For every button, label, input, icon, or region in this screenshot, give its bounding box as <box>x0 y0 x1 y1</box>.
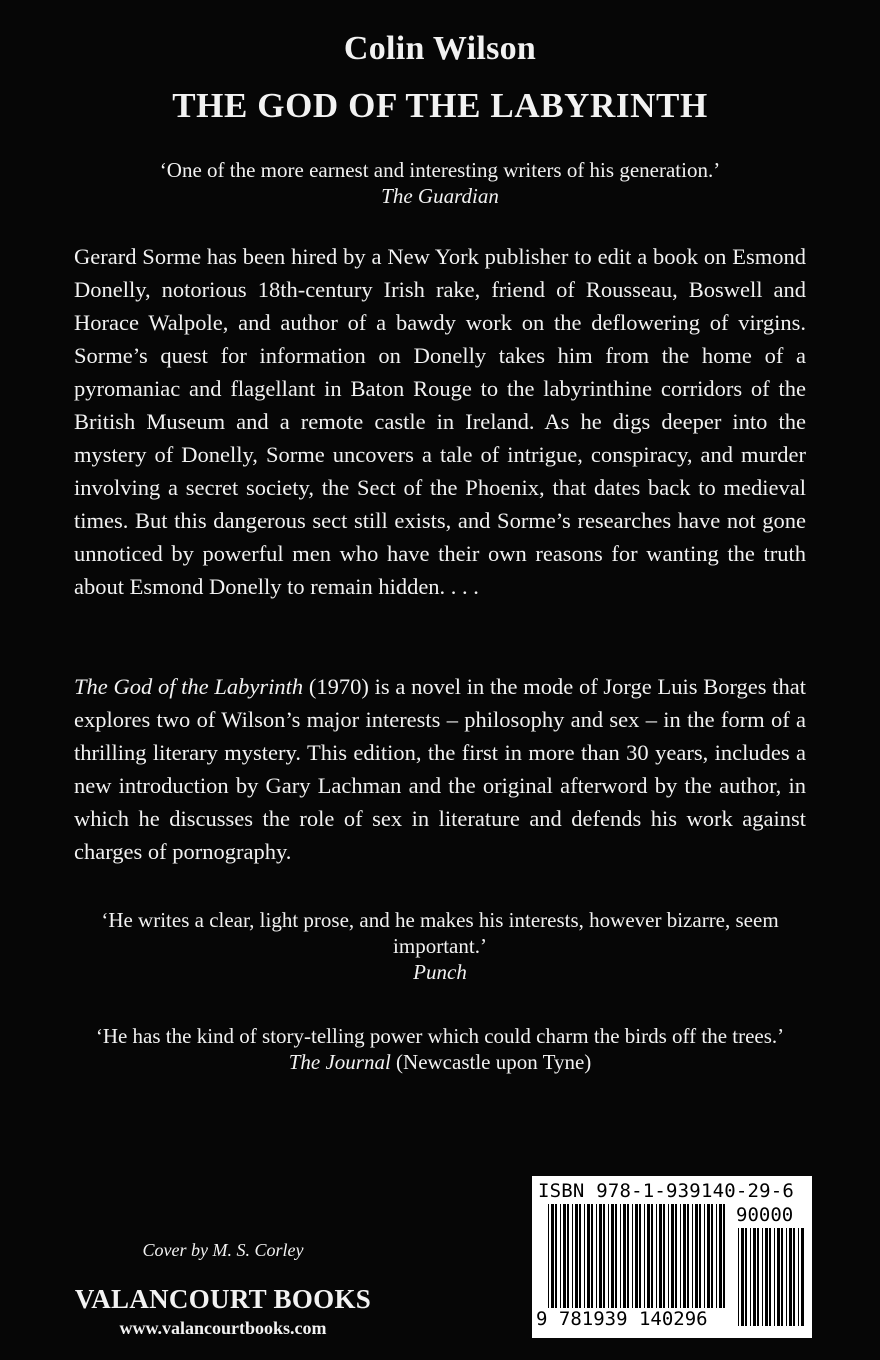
author-name: Colin Wilson <box>343 30 537 67</box>
barcode-bar <box>567 1204 569 1308</box>
barcode-bar <box>765 1228 768 1326</box>
barcode-bar <box>659 1204 662 1308</box>
barcode-bar <box>620 1204 621 1308</box>
quote-source-line <box>60 183 820 209</box>
blurb-book-title: The God of the Labyrinth <box>74 674 304 699</box>
review-quote <box>60 1023 820 1075</box>
barcode-bar <box>793 1228 795 1326</box>
barcode-bar <box>656 1204 657 1308</box>
barcode-bar <box>745 1228 747 1326</box>
quote-text: ‘One of the more earnest and interesting writers of his generation.’ <box>159 158 721 182</box>
book-title: THE GOD OF THE LABYRINTH <box>172 86 708 125</box>
barcode-bar <box>711 1204 713 1308</box>
barcode-bar <box>687 1204 689 1308</box>
barcode-bar <box>615 1204 617 1308</box>
barcode-bar <box>716 1204 717 1308</box>
barcode-bar <box>789 1228 792 1326</box>
barcode-bar <box>560 1204 561 1308</box>
barcode-bar <box>750 1228 751 1326</box>
quote-source-note: (Newcastle upon Tyne) <box>390 1050 592 1074</box>
quote-text: ‘He has the kind of story-telling power which could charm the birds off the trees.’ <box>95 1024 785 1048</box>
barcode-bar <box>774 1228 775 1326</box>
isbn-barcode <box>532 1176 812 1338</box>
barcode-bar <box>603 1204 605 1308</box>
barcode-bar <box>683 1204 686 1308</box>
barcode-bar <box>596 1204 597 1308</box>
publisher-name: VALANCOURT BOOKS <box>74 1284 372 1314</box>
barcode-addon-bars <box>738 1228 804 1326</box>
barcode-bar <box>695 1204 698 1308</box>
quote-source: Punch <box>413 960 467 984</box>
publisher-website: www.valancourtbooks.com <box>119 1318 327 1338</box>
barcode-bar <box>647 1204 650 1308</box>
isbn-label: ISBN 978-1-939140-29-6 <box>538 1180 795 1202</box>
barcode-bar <box>584 1204 585 1308</box>
barcode-bar <box>719 1204 722 1308</box>
barcode-bars <box>548 1204 728 1308</box>
barcode-bar <box>611 1204 614 1308</box>
barcode-bar <box>555 1204 557 1308</box>
barcode-bar <box>692 1204 693 1308</box>
barcode-bar <box>599 1204 602 1308</box>
barcode-bar <box>769 1228 771 1326</box>
barcode-bar <box>671 1204 674 1308</box>
barcode-bar <box>707 1204 710 1308</box>
barcode-bar <box>675 1204 677 1308</box>
quote-source: The Journal <box>288 1050 391 1074</box>
barcode-bar <box>762 1228 763 1326</box>
blurb-paragraph-2 <box>74 670 806 868</box>
barcode-bar <box>757 1228 759 1326</box>
barcode-bar <box>587 1204 590 1308</box>
barcode-bar <box>608 1204 609 1308</box>
barcode-bar <box>723 1204 725 1308</box>
barcode-bar <box>738 1228 739 1326</box>
barcode-bar <box>644 1204 645 1308</box>
barcode-bar <box>798 1228 799 1326</box>
review-quote <box>60 907 820 985</box>
barcode-bar <box>668 1204 669 1308</box>
barcode-bar <box>741 1228 744 1326</box>
quote-source-line <box>60 1049 820 1075</box>
barcode-bar <box>663 1204 665 1308</box>
barcode-bar <box>623 1204 626 1308</box>
barcode-bar <box>699 1204 701 1308</box>
price-code: 90000 <box>736 1204 794 1226</box>
barcode-bar <box>786 1228 787 1326</box>
cover-credit: Cover by M. S. Corley <box>142 1240 304 1260</box>
barcode-bar <box>632 1204 633 1308</box>
barcode-bar <box>635 1204 638 1308</box>
barcode-bar <box>801 1228 804 1326</box>
blurb-paragraph-2-text: (1970) is a novel in the mode of Jorge Luis Borges that explores two of Wilson’s major interests – philosophy and sex – in the form of a thrilling literary mystery. This edition, the first in more than 30 years, includes a new introduction by Gary Lachman and the original afterword by the author, in which he discusses the role of sex in literature and defends his work against charges of pornography. <box>74 674 807 864</box>
barcode-bar <box>627 1204 629 1308</box>
review-quote <box>60 157 820 209</box>
barcode-bar <box>548 1204 549 1308</box>
barcode-bar <box>591 1204 593 1308</box>
quote-source-line <box>60 959 820 985</box>
barcode-bar <box>704 1204 705 1308</box>
barcode-bar <box>753 1228 756 1326</box>
barcode-bar <box>579 1204 581 1308</box>
barcode-bar <box>777 1228 780 1326</box>
barcode-bar <box>572 1204 573 1308</box>
quote-text: ‘He writes a clear, light prose, and he makes his interests, however bizarre, seem important.’ <box>101 908 779 958</box>
barcode-bar <box>651 1204 653 1308</box>
barcode-bar <box>551 1204 554 1308</box>
quote-source: The Guardian <box>381 184 499 208</box>
barcode-bar <box>575 1204 578 1308</box>
barcode-bar <box>563 1204 566 1308</box>
ean-digits: 9 781939 140296 <box>536 1308 708 1330</box>
barcode-bar <box>680 1204 681 1308</box>
barcode-bar <box>639 1204 641 1308</box>
blurb-paragraph-1: Gerard Sorme has been hired by a New York publisher to edit a book on Esmond Donelly, notorious 18th-century Irish rake, friend of Rousseau, Boswell and Horace Walpole, and author of a bawdy work on the deflowering of virgins. Sorme’s quest for information on Donelly takes him from the home of a pyromaniac and flagellant in Baton Rouge to the labyrinthine corridors of the British Museum and a remote castle in Ireland. As he digs deeper into the mystery of Donelly, Sorme uncovers a tale of intrigue, conspiracy, and murder involving a secret society, the Sect of the Phoenix, that dates back to medieval times. But this dangerous sect still exists, and Sorme’s researches have not gone unnoticed by powerful men who have their own reasons for wanting the truth about Esmond Donelly to remain hidden. . . . <box>74 244 806 599</box>
barcode-bar <box>781 1228 783 1326</box>
